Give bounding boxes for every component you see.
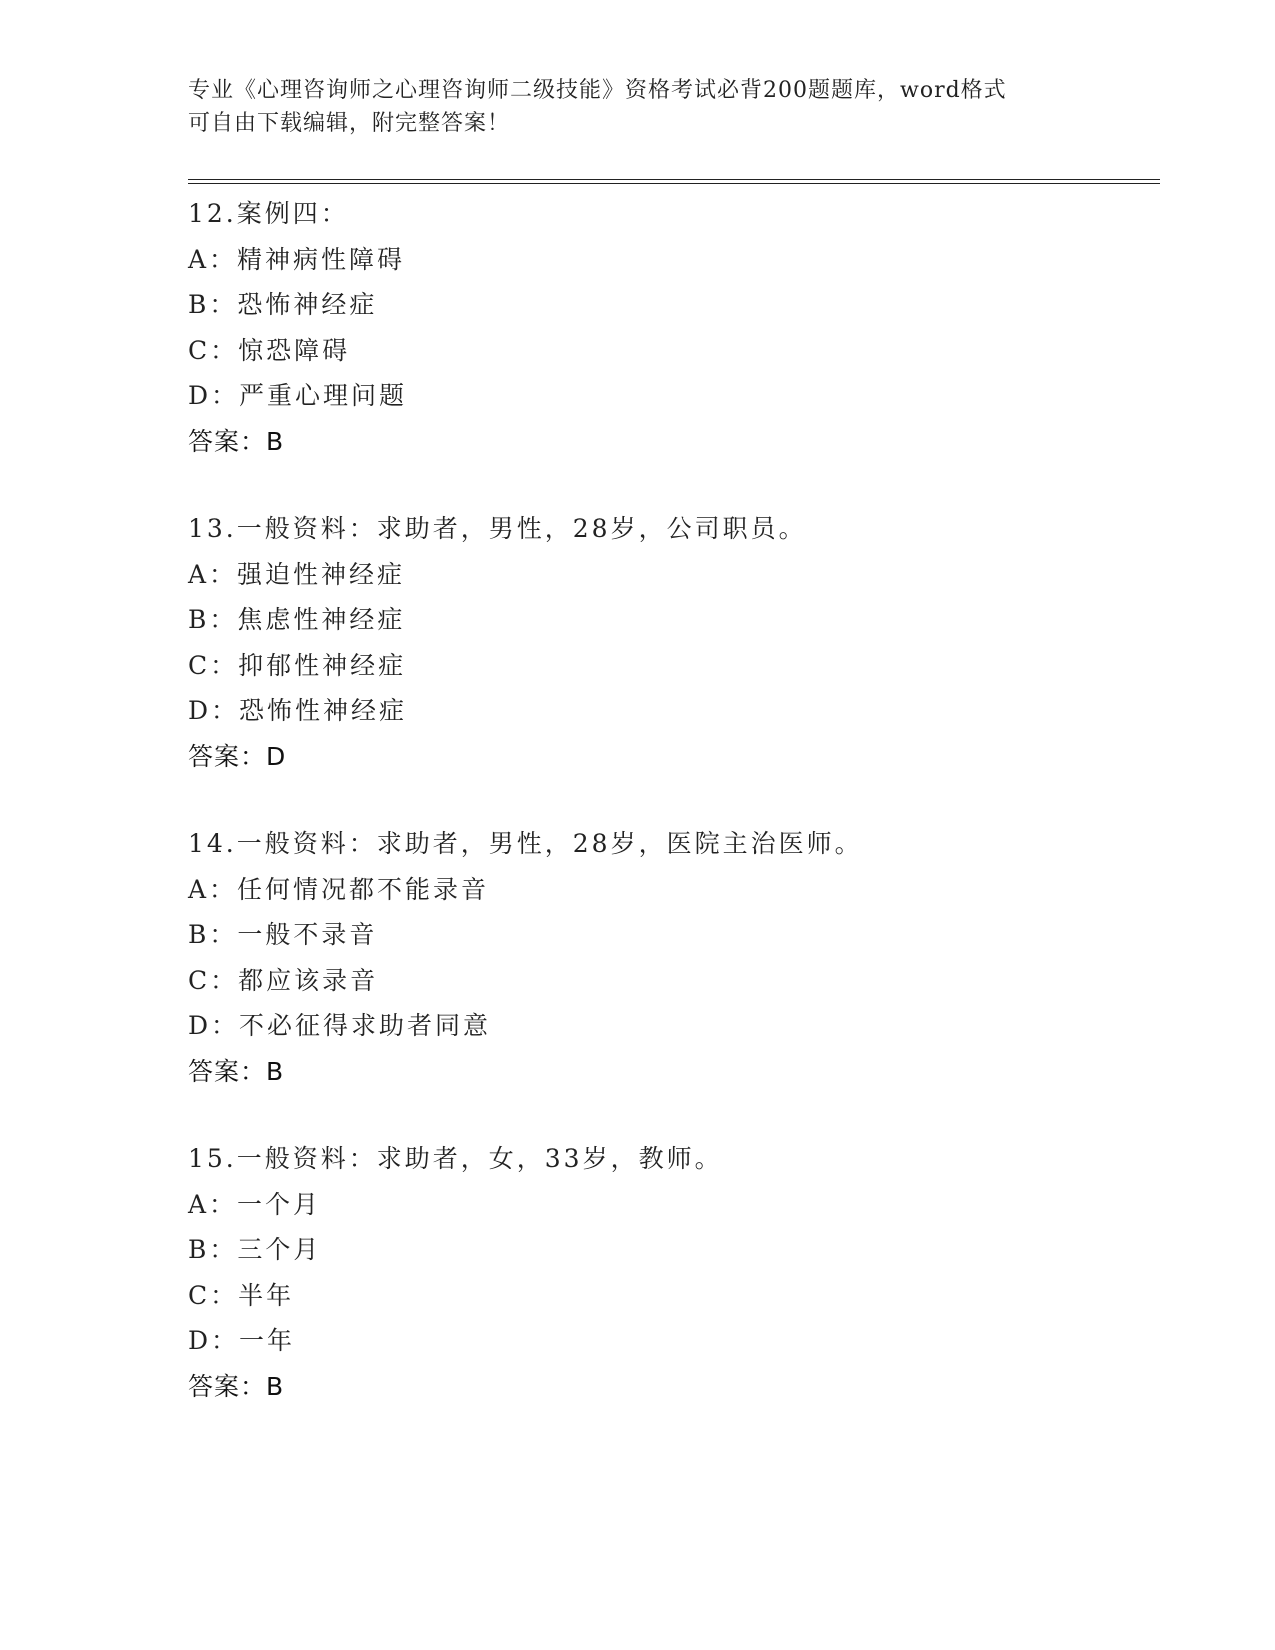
option-b: B：焦虑性神经症	[188, 605, 406, 634]
header-divider-top	[188, 179, 1160, 180]
question-stem: 13.一般资料：求助者，男性，28岁，公司职员。	[188, 514, 807, 543]
answer-label: 答案：B	[188, 1056, 285, 1086]
question-stem: 15.一般资料：求助者，女，33岁，教师。	[188, 1144, 723, 1173]
document-header	[188, 74, 1068, 140]
option-b: B：恐怖神经症	[188, 290, 378, 319]
option-c: C：都应该录音	[188, 965, 379, 995]
option-d: D：一年	[188, 1326, 296, 1355]
option-c: C：惊恐障碍	[188, 335, 351, 365]
option-a: A：一个月	[188, 1189, 322, 1219]
question-list	[188, 191, 1148, 1451]
question-stem: 12.案例四：	[188, 199, 349, 228]
option-a: A：精神病性障碍	[188, 244, 406, 274]
option-d: D：不必征得求助者同意	[188, 1011, 492, 1040]
option-a: A：强迫性神经症	[188, 559, 406, 589]
question-14	[188, 821, 1148, 1094]
option-d: D：严重心理问题	[188, 381, 408, 410]
option-c: C：抑郁性神经症	[188, 650, 407, 680]
header-line-1: 专业《心理咨询师之心理咨询师二级技能》资格考试必背200题题库，word格式	[188, 78, 1007, 103]
option-d: D：恐怖性神经症	[188, 696, 408, 725]
option-b: B：三个月	[188, 1235, 322, 1264]
question-stem: 14.一般资料：求助者，男性，28岁，医院主治医师。	[188, 829, 863, 858]
answer-label: 答案：B	[188, 426, 285, 456]
header-line-2: 可自由下载编辑，附完整答案！	[188, 111, 511, 136]
answer-label: 答案：D	[188, 741, 287, 771]
header-divider-bottom	[188, 183, 1160, 184]
answer-label: 答案：B	[188, 1371, 285, 1401]
question-12	[188, 191, 1148, 464]
option-a: A：任何情况都不能录音	[188, 874, 490, 904]
option-b: B：一般不录音	[188, 920, 378, 949]
question-15	[188, 1136, 1148, 1409]
option-c: C：半年	[188, 1280, 295, 1310]
question-13	[188, 506, 1148, 779]
